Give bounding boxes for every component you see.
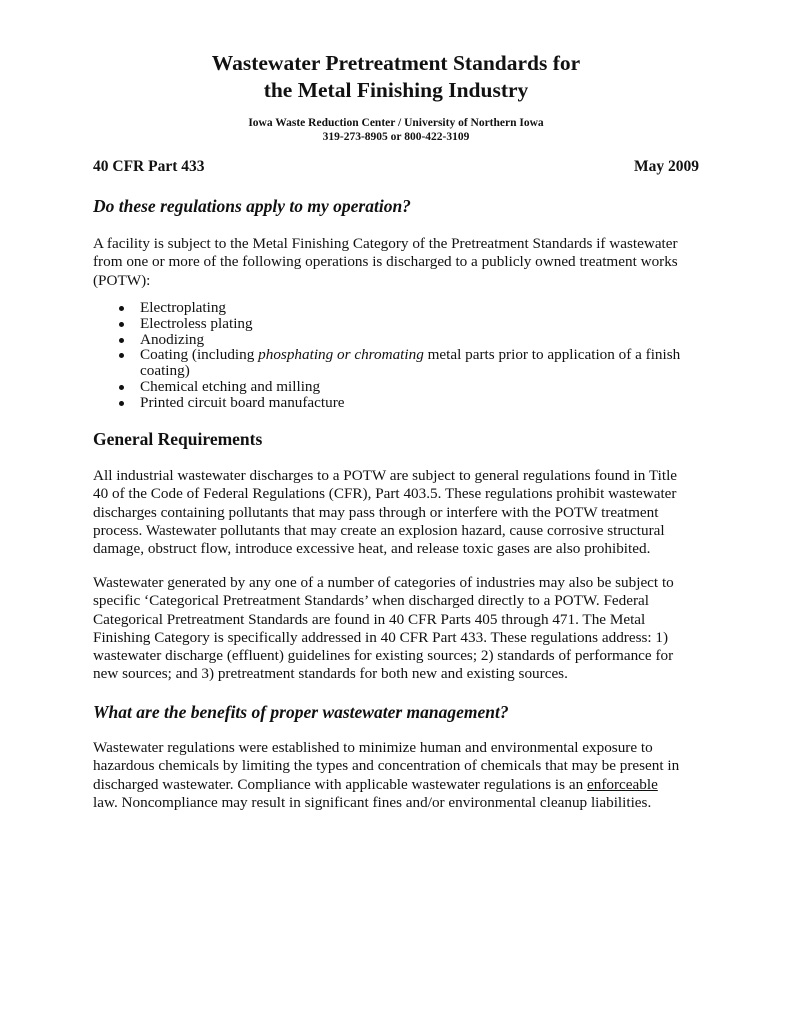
text-line: Wastewater regulations were established to minimize human and environmental exposure to bbox=[93, 739, 653, 756]
list-item: Printed circuit board manufacture bbox=[93, 395, 680, 411]
list-item: Electroplating bbox=[93, 300, 680, 316]
title-line-2: the Metal Finishing Industry bbox=[263, 78, 529, 102]
text-line: discharges containing pollutants that may pass through or interfere with the POTW treatment bbox=[93, 503, 659, 521]
text-line: (POTW): bbox=[93, 271, 151, 289]
text-line: new sources; and 3) pretreatment standards for both new and existing sources. bbox=[93, 665, 568, 683]
phone-numbers: 319-273-8905 or 800-422-3109 bbox=[322, 131, 470, 143]
bullet-icon bbox=[119, 338, 124, 343]
section-heading-applicability: Do these regulations apply to my operation? bbox=[93, 196, 411, 216]
text-line: damage, obstruct flow, introduce excessive heat, and release toxic gases are also prohibited. bbox=[93, 540, 651, 558]
list-item: Anodizing bbox=[93, 332, 680, 348]
document-title bbox=[93, 50, 699, 104]
text-line: All industrial wastewater discharges to a POTW are subject to general regulations found in Title bbox=[93, 467, 678, 484]
bullet-icon bbox=[119, 306, 124, 311]
text-line: Categorical Pretreatment Standards are found in 40 CFR Parts 405 through 471. The Metal bbox=[93, 610, 646, 628]
bullet-icon bbox=[119, 322, 124, 327]
list-item: Coating (including phosphating or chromating metal parts prior to application of a finish coating) bbox=[93, 347, 680, 379]
list-item: Electroless plating bbox=[93, 316, 680, 332]
section-heading-benefits: What are the benefits of proper wastewater management? bbox=[93, 702, 509, 722]
italic-text: phosphating or chromating bbox=[258, 346, 424, 364]
bullet-icon bbox=[119, 385, 124, 390]
title-line-1: Wastewater Pretreatment Standards for bbox=[211, 51, 581, 75]
list-item: Chemical etching and milling bbox=[93, 379, 680, 395]
document-subtitle bbox=[93, 116, 699, 144]
meta-row bbox=[93, 158, 699, 176]
text-line: specific ‘Categorical Pretreatment Standards’ when discharged directly to a POTW. Federal bbox=[93, 592, 649, 610]
underlined-term: enforceable bbox=[587, 775, 658, 793]
bullet-icon bbox=[119, 353, 124, 358]
text-line: A facility is subject to the Metal Finishing Category of the Pretreatment Standards if wastewater bbox=[93, 235, 678, 252]
bullet-icon bbox=[119, 401, 124, 406]
text-line: law. Noncompliance may result in significant fines and/or environmental cleanup liabilities. bbox=[93, 793, 652, 811]
text-line: from one or more of the following operations is discharged to a publicly owned treatment works bbox=[93, 253, 678, 271]
general-requirements-paragraph-1 bbox=[93, 467, 703, 558]
text-line: Wastewater generated by any one of a number of categories of industries may also be subject to bbox=[93, 574, 674, 591]
benefits-paragraph bbox=[93, 739, 703, 812]
text-line: process. Wastewater pollutants that may create an explosion hazard, cause corrosive structural bbox=[93, 521, 665, 539]
text-line: hazardous chemicals by limiting the types and concentration of chemicals that may be present in bbox=[93, 757, 680, 775]
text-line: discharged wastewater. Compliance with applicable wastewater regulations is an enforceable bbox=[93, 775, 658, 793]
text-line: 40 of the Code of Federal Regulations (CFR), Part 403.5. These regulations prohibit wastewater bbox=[93, 485, 677, 503]
applicability-intro bbox=[93, 235, 703, 290]
general-requirements-paragraph-2 bbox=[93, 574, 703, 684]
regulation-reference: 40 CFR Part 433 bbox=[93, 158, 205, 175]
section-heading-general-requirements: General Requirements bbox=[93, 429, 263, 449]
organization: Iowa Waste Reduction Center / University of Northern Iowa bbox=[248, 117, 544, 129]
operations-list bbox=[93, 300, 680, 411]
text-line: wastewater discharge (effluent) guidelines for existing sources; 2) standards of performance for bbox=[93, 647, 674, 665]
document-date: May 2009 bbox=[633, 158, 699, 175]
text-line: Finishing Category is specifically addressed in 40 CFR Part 433. These regulations address: 1) bbox=[93, 628, 669, 646]
